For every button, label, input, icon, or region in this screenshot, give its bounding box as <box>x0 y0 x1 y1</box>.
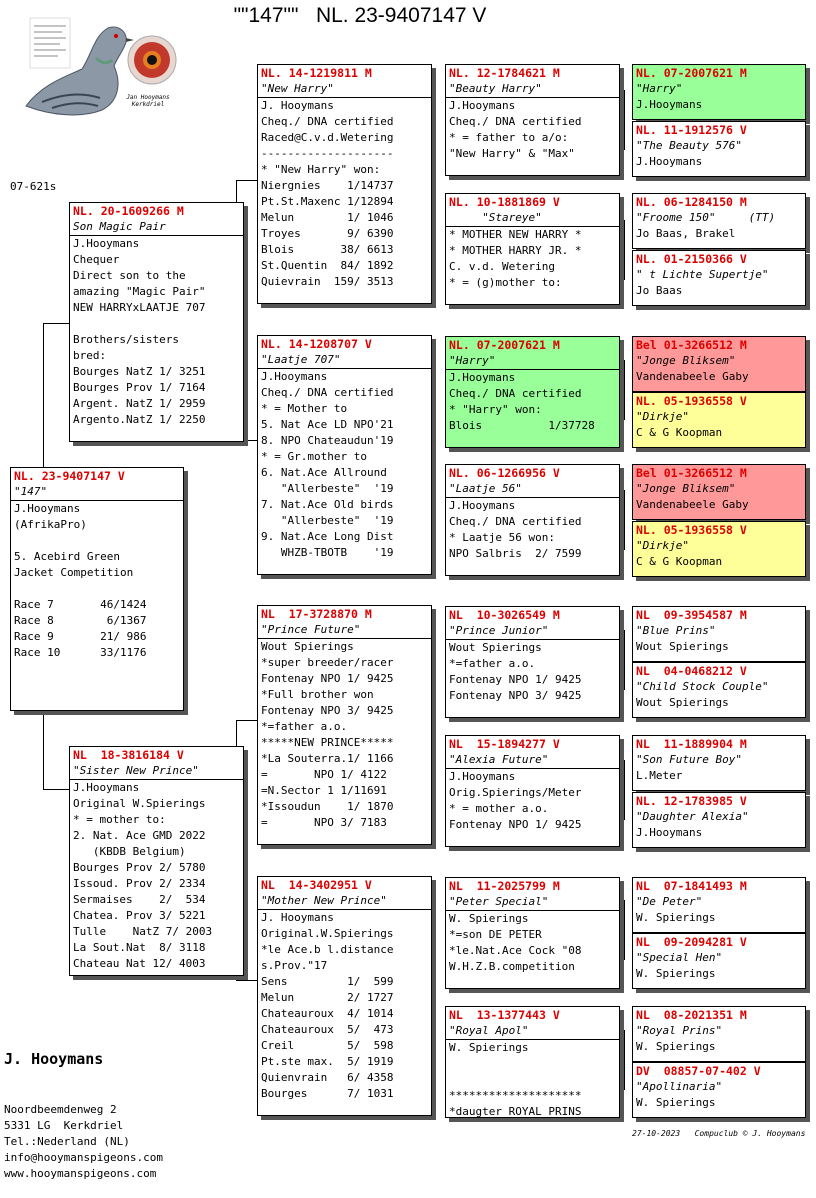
detail-line: *La Souterra.1/ 1166 <box>261 752 394 765</box>
pigeon-name: "Peter Special" <box>446 894 619 911</box>
pigeon-owner: Jo Baas <box>636 284 683 297</box>
detail-line: (AfrikaPro) <box>14 518 87 531</box>
detail-line: Chatea. Prov 3/ 5221 <box>73 909 206 922</box>
connector-line <box>43 323 70 324</box>
detail-line: Cheq./ DNA certified <box>261 386 394 399</box>
detail-line: Chateauroux 4/ 1014 <box>261 1007 394 1020</box>
detail-line: "Allerbeste" '19 <box>261 514 394 527</box>
ring-number: NL. 10-1881869 V <box>449 195 560 209</box>
great-great-grandparent-card[interactable] <box>632 735 806 791</box>
connector-line <box>236 980 258 981</box>
great-grandparent-card[interactable] <box>445 735 620 847</box>
pigeon-name: "Sister New Prince" <box>70 763 243 780</box>
connector-line <box>624 220 625 280</box>
detail-line: Direct son to the <box>73 269 186 282</box>
pigeon-name: "Special Hen" <box>636 951 723 964</box>
pigeon-name: "Child Stock Couple" <box>636 680 769 693</box>
detail-line: Blois 38/ 6613 <box>261 243 394 256</box>
pigeon-name: "Dirkje" <box>636 539 689 552</box>
ring-number: NL. 01-2150366 V <box>636 252 747 266</box>
pigeon-details <box>446 370 619 434</box>
pigeon-name: "De Peter" <box>636 895 703 908</box>
great-great-grandparent-card[interactable] <box>632 933 806 989</box>
detail-line: * = father to a/o: <box>449 131 569 144</box>
pigeon-owner: C & G Koopman <box>636 426 723 439</box>
pigeon-name: "Son Future Boy" <box>636 753 742 766</box>
detail-line: = NPO 3/ 7183 <box>261 816 387 829</box>
detail-line: * = mother to: <box>73 813 166 826</box>
great-great-grandparent-card[interactable] <box>632 877 806 933</box>
pigeon-name: "Laatje 56" <box>446 481 619 498</box>
pigeon-name: "Royal Apol" <box>446 1023 619 1040</box>
detail-line: * MOTHER HARRY JR. * <box>449 244 582 257</box>
detail-line: Creil 5/ 598 <box>261 1039 394 1052</box>
pigeon-owner: Jo Baas, Brakel <box>636 227 736 240</box>
detail-line: Noordbeemdenweg 2 <box>4 1103 117 1116</box>
owner-name: J. Hooymans <box>4 1050 104 1068</box>
detail-line: Race 10 33/1176 <box>14 646 147 659</box>
detail-line: s.Prov."17 <box>261 959 328 972</box>
great-great-grandparent-card[interactable] <box>632 193 806 249</box>
pigeon-name: " t Lichte Supertje" <box>636 268 769 281</box>
detail-line: J.Hooymans <box>449 99 516 112</box>
pigeon-name: "Royal Prins" <box>636 1024 723 1037</box>
detail-line: 5331 LG Kerkdriel <box>4 1119 124 1132</box>
detail-line: Fontenay NPO 3/ 9425 <box>449 689 582 702</box>
pigeon-name: "147" <box>11 484 183 501</box>
great-grandparent-card[interactable] <box>445 1006 620 1118</box>
detail-line: * "Harry" won: <box>449 403 542 416</box>
connector-line <box>236 720 258 721</box>
pigeon-name: "Harry" <box>446 353 619 370</box>
pigeon-details <box>70 780 243 972</box>
detail-line: *daugter ROYAL PRINS <box>449 1105 582 1118</box>
detail-line: 5. Nat Ace LD NPO'21 <box>261 418 394 431</box>
great-grandparent-card[interactable] <box>445 193 620 305</box>
detail-line: Troyes 9/ 6390 <box>261 227 394 240</box>
ring-number: NL 11-1889904 M <box>636 737 747 751</box>
great-great-grandparent-card[interactable] <box>632 521 806 577</box>
pigeon-name: Son Magic Pair <box>70 219 243 236</box>
detail-line: *Full brother won <box>261 688 374 701</box>
pigeon-name: "Harry" <box>636 82 683 95</box>
detail-line: Original.W.Spierings <box>261 927 394 940</box>
detail-line <box>449 1072 616 1088</box>
subject-pigeon-card[interactable] <box>10 467 184 711</box>
detail-line: * = mother a.o. <box>449 802 549 815</box>
pigeon-owner: W. Spierings <box>636 1096 716 1109</box>
detail-line: 5. Acebird Green <box>14 550 120 563</box>
detail-line: J. Hooymans <box>261 911 334 924</box>
ring-number: NL 15-1894277 V <box>449 737 560 751</box>
ring-number: NL. 07-2007621 M <box>636 66 747 80</box>
dam-card[interactable] <box>69 746 244 976</box>
ring-number: NL 18-3816184 V <box>73 748 184 762</box>
pigeon-owner: Vandenabeele Gaby <box>636 370 749 383</box>
detail-line: W.H.Z.B.competition <box>449 960 575 973</box>
connector-line <box>432 380 433 510</box>
detail-line: Wout Spierings <box>261 640 354 653</box>
detail-line: *Issoudun 1/ 1870 <box>261 800 394 813</box>
pigeon-name: "Apollinaria" <box>636 1080 723 1093</box>
logo <box>22 14 182 126</box>
detail-line: Bourges NatZ 1/ 3251 <box>73 365 206 378</box>
detail-line: 9. Nat.Ace Long Dist <box>261 530 394 543</box>
pigeon-owner: L.Meter <box>636 769 683 782</box>
detail-line: Raced@C.v.d.Wetering <box>261 131 394 144</box>
grandsire-card[interactable] <box>257 64 432 304</box>
detail-line: J.Hooymans <box>449 499 516 512</box>
owner-details <box>4 1102 163 1182</box>
pigeon-owner: W. Spierings <box>636 967 716 980</box>
great-grandparent-card[interactable] <box>445 336 620 448</box>
connector-line <box>432 650 433 780</box>
great-great-grandparent-card[interactable] <box>632 1062 806 1118</box>
detail-line: "Allerbeste" '19 <box>261 482 394 495</box>
detail-line <box>73 316 240 332</box>
detail-line: Wout Spierings <box>449 641 542 654</box>
detail-line: Fontenay NPO 1/ 9425 <box>261 672 394 685</box>
connector-line <box>432 920 433 1050</box>
detail-line: www.hooymanspigeons.com <box>4 1167 157 1180</box>
great-grandparent-card[interactable] <box>445 606 620 718</box>
pigeon-owner: J.Hooymans <box>636 826 703 839</box>
detail-line: Issoud. Prov 2/ 2334 <box>73 877 206 890</box>
pigeon-eye-icon <box>126 34 178 86</box>
detail-line: Cheq./ DNA certified <box>449 515 582 528</box>
pigeon-name: "New Harry" <box>258 81 431 98</box>
detail-line: *=son DE PETER <box>449 928 542 941</box>
great-great-grandparent-card[interactable] <box>632 336 806 392</box>
great-great-grandparent-card[interactable] <box>632 606 806 662</box>
ring-number: NL. 07-2007621 M <box>449 338 560 352</box>
ring-number: NL 08-2021351 M <box>636 1008 747 1022</box>
pigeon-owner: C & G Koopman <box>636 555 723 568</box>
detail-line: * MOTHER NEW HARRY * <box>449 228 582 241</box>
pigeon-name: "Laatje 707" <box>258 352 431 369</box>
detail-line: "New Harry" & "Max" <box>449 147 575 160</box>
detail-line <box>449 1056 616 1072</box>
great-great-grandparent-card[interactable] <box>632 792 806 848</box>
detail-line: 8. NPO Chateaudun'19 <box>261 434 394 447</box>
detail-line: WHZB-TBOTB '19 <box>261 546 394 559</box>
footer-credit: 27-10-2023 Compuclub © J. Hooymans <box>632 1129 806 1138</box>
detail-line: W. Spierings <box>449 1041 529 1054</box>
pigeon-details <box>446 769 619 833</box>
granddam-card[interactable] <box>257 876 432 1116</box>
connector-line <box>624 760 625 820</box>
ring-number: NL 14-3402951 V <box>261 878 372 892</box>
pigeon-details <box>446 911 619 975</box>
detail-line: La Sout.Nat 8/ 3118 <box>73 941 206 954</box>
pigeon-name: "Blue Prins" <box>636 624 716 637</box>
detail-line: Jacket Competition <box>14 566 134 579</box>
ring-number: Bel 01-3266512 M <box>636 338 747 352</box>
great-grandparent-card[interactable] <box>445 877 620 989</box>
detail-line: *super breeder/racer <box>261 656 394 669</box>
detail-line: *=father a.o. <box>261 720 348 733</box>
ring-number: NL 10-3026549 M <box>449 608 560 622</box>
detail-line: Race 8 6/1367 <box>14 614 147 627</box>
detail-line: *le Ace.b l.distance <box>261 943 394 956</box>
pigeon-owner: J.Hooymans <box>636 98 703 111</box>
detail-line: J.Hooymans <box>73 781 140 794</box>
detail-line: Pt.ste max. 5/ 1919 <box>261 1055 394 1068</box>
pigeon-name: "Froome 150" (TT) <box>636 211 776 224</box>
ring-number: Bel 01-3266512 M <box>636 466 747 480</box>
great-grandparent-card[interactable] <box>445 64 620 176</box>
detail-line: info@hooymanspigeons.com <box>4 1151 163 1164</box>
pigeon-name: "Jonge Bliksem" <box>636 354 736 367</box>
connector-line <box>43 323 44 469</box>
pigeon-details <box>446 640 619 704</box>
detail-line: ******************** <box>449 1089 582 1102</box>
detail-line: Argent. NatZ 1/ 2959 <box>73 397 206 410</box>
pigeon-details <box>446 98 619 162</box>
connector-line <box>43 710 44 790</box>
detail-line <box>14 533 180 549</box>
pigeon-owner: J.Hooymans <box>636 155 703 168</box>
detail-line: amazing "Magic Pair" <box>73 285 206 298</box>
detail-line: Chateau Nat 12/ 4003 <box>73 957 206 970</box>
detail-line: Race 9 21/ 986 <box>14 630 147 643</box>
detail-line: Argento.NatZ 1/ 2250 <box>73 413 206 426</box>
great-great-grandparent-card[interactable] <box>632 464 806 520</box>
connector-line <box>236 180 258 181</box>
detail-line: 7. Nat.Ace Old birds <box>261 498 394 511</box>
detail-line: -------------------- <box>261 147 394 160</box>
pigeon-details <box>11 501 183 661</box>
detail-line: 2. Nat. Ace GMD 2022 <box>73 829 206 842</box>
detail-line: Sermaises 2/ 534 <box>73 893 206 906</box>
pigeon-name: "Dirkje" <box>636 410 689 423</box>
great-great-grandparent-card[interactable] <box>632 64 806 120</box>
detail-line: *=father a.o. <box>449 657 536 670</box>
detail-line: =N.Sector 1 1/11691 <box>261 784 387 797</box>
detail-line: J.Hooymans <box>261 370 328 383</box>
pigeon-details <box>258 910 431 1102</box>
detail-line: Bourges Prov 1/ 7164 <box>73 381 206 394</box>
great-great-grandparent-card[interactable] <box>632 121 806 177</box>
ring-number: NL 11-2025799 M <box>449 879 560 893</box>
pigeon-details <box>258 369 431 561</box>
detail-line: Fontenay NPO 1/ 9425 <box>449 673 582 686</box>
detail-line: *le.Nat.Ace Cock "08 <box>449 944 582 957</box>
detail-line: Tulle NatZ 7/ 2003 <box>73 925 213 938</box>
detail-line: Fontenay NPO 1/ 9425 <box>449 818 582 831</box>
detail-line: * "New Harry" won: <box>261 163 381 176</box>
logo-caption: Jan Hooymans Kerkdriel <box>126 94 170 108</box>
detail-line: J.Hooymans <box>449 371 516 384</box>
pigeon-name: "Alexia Future" <box>446 752 619 769</box>
ring-number: NL. 14-1208707 V <box>261 337 372 351</box>
great-great-grandparent-card[interactable] <box>632 250 806 306</box>
detail-line: Sens 1/ 599 <box>261 975 394 988</box>
ring-number: NL. 12-1783985 V <box>636 794 747 808</box>
ring-number: NL 13-1377443 V <box>449 1008 560 1022</box>
pigeon-details <box>446 227 619 291</box>
detail-line: Melun 2/ 1727 <box>261 991 394 1004</box>
side-code: 07-621s <box>10 180 57 193</box>
detail-line: * = Mother to <box>261 402 348 415</box>
detail-line: Bourges 7/ 1031 <box>261 1087 394 1100</box>
detail-line: J.Hooymans <box>14 502 81 515</box>
detail-line: * Laatje 56 won: <box>449 531 555 544</box>
detail-line: J. Hooymans <box>261 99 334 112</box>
detail-line: J.Hooymans <box>449 770 516 783</box>
great-grandparent-card[interactable] <box>445 464 620 576</box>
pigeon-name: "Prince Future" <box>258 622 431 639</box>
detail-line: Tel.:Nederland (NL) <box>4 1135 130 1148</box>
pigeon-details <box>446 498 619 562</box>
pigeon-owner: Wout Spierings <box>636 696 729 709</box>
ring-number: NL. 06-1284150 M <box>636 195 747 209</box>
ring-number: NL. 12-1784621 M <box>449 66 560 80</box>
detail-line: = NPO 1/ 4122 <box>261 768 387 781</box>
connector-line <box>624 490 625 550</box>
ring-number: NL 09-3954587 M <box>636 608 747 622</box>
detail-line: Cheq./ DNA certified <box>449 387 582 400</box>
pigeon-details <box>446 1040 619 1118</box>
detail-line: Orig.Spierings/Meter <box>449 786 582 799</box>
pigeon-owner: W. Spierings <box>636 911 716 924</box>
detail-line: (KBDB Belgium) <box>73 845 186 858</box>
ring-number: NL. 20-1609266 M <box>73 204 184 218</box>
detail-line: NPO Salbris 2/ 7599 <box>449 547 582 560</box>
connector-line <box>624 1030 625 1090</box>
detail-line: Quievrain 159/ 3513 <box>261 275 394 288</box>
connector-line <box>43 789 70 790</box>
pigeon-details <box>258 639 431 831</box>
ring-number: NL. 11-1912576 V <box>636 123 747 137</box>
detail-line: W. Spierings <box>449 912 529 925</box>
great-great-grandparent-card[interactable] <box>632 662 806 718</box>
detail-line: Race 7 46/1424 <box>14 598 147 611</box>
great-great-grandparent-card[interactable] <box>632 1006 806 1062</box>
detail-line: J.Hooymans <box>73 237 140 250</box>
detail-line: Brothers/sisters <box>73 333 179 346</box>
pigeon-name: "Prince Junior" <box>446 623 619 640</box>
pigeon-name: "The Beauty 576" <box>636 139 742 152</box>
connector-line <box>624 360 625 420</box>
ring-number: NL. 05-1936558 V <box>636 523 747 537</box>
owner-block <box>4 1016 163 1198</box>
ring-number: NL 04-0468212 V <box>636 664 747 678</box>
pigeon-name: "Jonge Bliksem" <box>636 482 736 495</box>
detail-line: St.Quentin 84/ 1892 <box>261 259 394 272</box>
detail-line: Melun 1/ 1046 <box>261 211 394 224</box>
ring-number: NL 07-1841493 M <box>636 879 747 893</box>
ring-number: NL 09-2094281 V <box>636 935 747 949</box>
pigeon-owner: W. Spierings <box>636 1040 716 1053</box>
connector-line <box>624 630 625 690</box>
detail-line: *****NEW PRINCE***** <box>261 736 394 749</box>
great-great-grandparent-card[interactable] <box>632 392 806 448</box>
connector-line <box>624 900 625 960</box>
detail-line <box>14 581 180 597</box>
detail-line: Bourges Prov 2/ 5780 <box>73 861 206 874</box>
connector-line <box>432 120 433 240</box>
pigeon-details <box>258 98 431 290</box>
detail-line: Quienvrain 6/ 4358 <box>261 1071 394 1084</box>
pigeon-details <box>70 236 243 428</box>
ring-number: NL 17-3728870 M <box>261 607 372 621</box>
detail-line: Pt.St.Maxenc 1/12894 <box>261 195 394 208</box>
page-title: ""147"" NL. 23-9407147 V <box>233 4 487 27</box>
detail-line: bred: <box>73 349 107 362</box>
ring-number: NL. 23-9407147 V <box>14 469 125 483</box>
ring-number: DV 08857-07-402 V <box>636 1064 761 1078</box>
detail-line: Fontenay NPO 3/ 9425 <box>261 704 394 717</box>
pigeon-name: "Stareye" <box>446 210 619 227</box>
detail-line: C. v.d. Wetering <box>449 260 555 273</box>
detail-line: * = Gr.mother to <box>261 450 367 463</box>
detail-line: Blois 1/37728 <box>449 419 595 432</box>
connector-line <box>624 90 625 150</box>
detail-line: Cheq./ DNA certified <box>261 115 394 128</box>
ring-number: NL. 05-1936558 V <box>636 394 747 408</box>
detail-line: Chateauroux 5/ 473 <box>261 1023 394 1036</box>
pigeon-name: "Mother New Prince" <box>258 893 431 910</box>
pigeon-owner: Wout Spierings <box>636 640 729 653</box>
granddam-card[interactable] <box>257 335 432 575</box>
detail-line: Chequer <box>73 253 120 266</box>
detail-line: Cheq./ DNA certified <box>449 115 582 128</box>
detail-line: 6. Nat.Ace Allround <box>261 466 387 479</box>
detail-line: Niergnies 1/14737 <box>261 179 394 192</box>
pigeon-name: "Daughter Alexia" <box>636 810 749 823</box>
sire-card[interactable] <box>69 202 244 442</box>
detail-line: NEW HARRYxLAATJE 707 <box>73 301 206 314</box>
detail-line: Original W.Spierings <box>73 797 206 810</box>
pigeon-owner: Vandenabeele Gaby <box>636 498 749 511</box>
ring-number: NL. 14-1219811 M <box>261 66 372 80</box>
grandsire-card[interactable] <box>257 605 432 845</box>
ring-number: NL. 06-1266956 V <box>449 466 560 480</box>
pigeon-name: "Beauty Harry" <box>446 81 619 98</box>
detail-line: * = (g)mother to: <box>449 276 562 289</box>
